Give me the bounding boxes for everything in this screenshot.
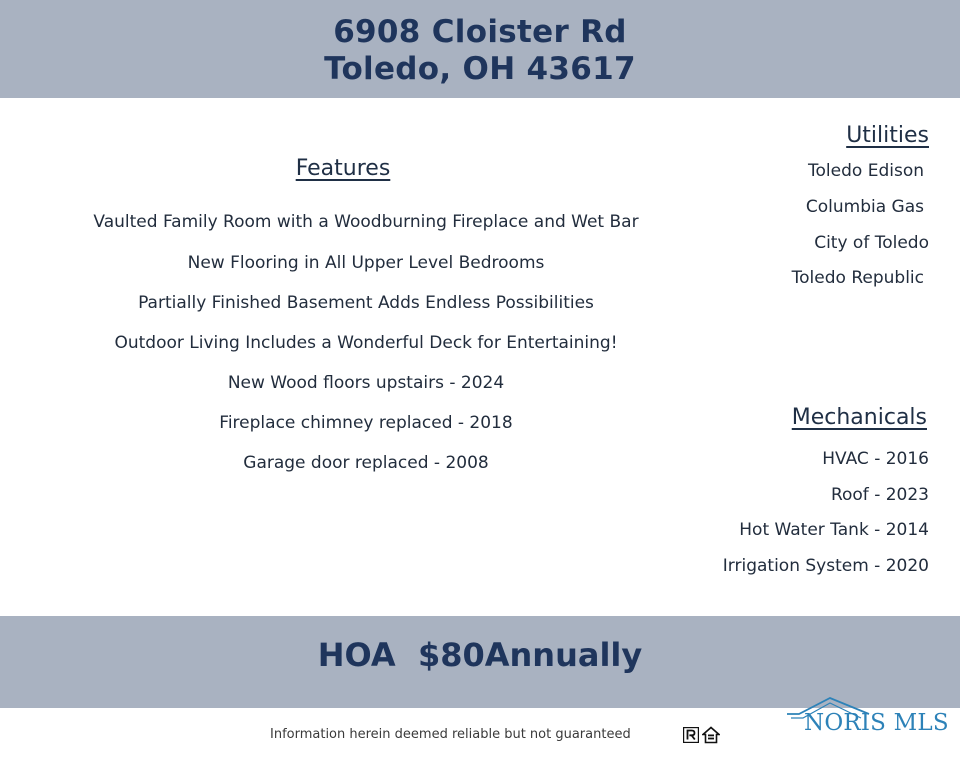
mechanical-item: HVAC - 2016: [822, 449, 929, 469]
mechanical-item: Irrigation System - 2020: [722, 556, 929, 576]
mechanical-item: Hot Water Tank - 2014: [739, 520, 929, 540]
feature-item: Outdoor Living Includes a Wonderful Deck for Entertaining!: [114, 333, 618, 353]
hoa-label: HOA: [317, 636, 396, 674]
realtor-r-icon: [683, 727, 699, 743]
utility-item: Toledo Edison: [808, 161, 924, 181]
utilities-title: Utilities: [846, 123, 929, 148]
feature-item: Garage door replaced - 2008: [243, 453, 489, 473]
feature-item: Partially Finished Basement Adds Endless Possibilities: [138, 293, 594, 313]
disclaimer-text: Information herein deemed reliable but not guaranteed: [270, 727, 631, 742]
noris-mls-logo-text: NORIS MLS: [804, 710, 949, 736]
utility-item: Columbia Gas: [805, 197, 924, 217]
address-city-state-zip: Toledo, OH 43617: [324, 51, 636, 87]
utility-item: City of Toledo: [814, 233, 929, 253]
address-street: 6908 Cloister Rd: [333, 14, 627, 50]
equal-housing-icon: [702, 726, 720, 744]
utility-item: Toledo Republic: [791, 268, 924, 288]
mechanical-item: Roof - 2023: [830, 485, 929, 505]
features-title: Features: [295, 156, 391, 181]
mechanicals-title: Mechanicals: [791, 405, 927, 430]
feature-item: New Wood floors upstairs - 2024: [227, 373, 505, 393]
feature-item: New Flooring in All Upper Level Bedrooms: [187, 253, 545, 273]
hoa-amount: $80Annually: [417, 636, 643, 674]
feature-item: Vaulted Family Room with a Woodburning Fireplace and Wet Bar: [93, 212, 639, 232]
hoa-fee: [0, 636, 960, 674]
feature-item: Fireplace chimney replaced - 2018: [219, 413, 513, 433]
